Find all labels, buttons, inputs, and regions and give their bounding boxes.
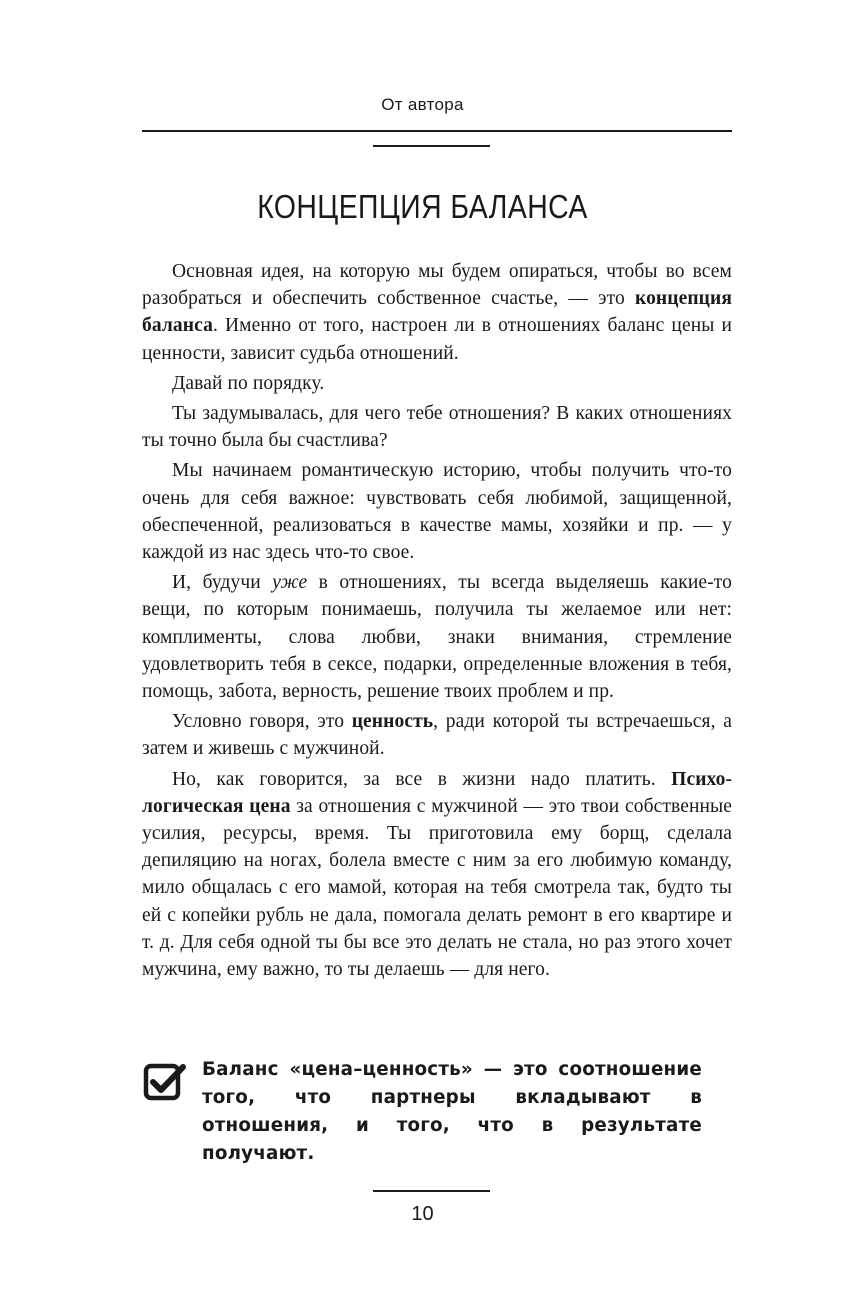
paragraph-6-part-a: Условно говоря, это — [172, 711, 352, 733]
paragraph-7 — [142, 766, 732, 984]
term-value: ценность — [351, 711, 434, 733]
body-text — [142, 258, 732, 983]
paragraph-5-part-a: И, будучи — [172, 572, 273, 594]
paragraph-6-part-b: , ради которой ты встречаешься, а затем и живешь с мужчиной. — [142, 711, 732, 760]
paragraph-4: Мы начинаем романтическую историю, чтобы получить что-то очень для себя важное: чувствовать себя любимой, защищенной, обеспеченной, реализоваться в качестве мамы, хозяйки и пр. — у каждой из нас здесь что-то свое. — [142, 460, 732, 564]
term-psychological-price: Психологическая цена — [142, 768, 732, 817]
paragraph-1-part-b: . Именно от того, настроен ли в отношениях баланс цены и ценности, зависит судьба отношений. — [142, 315, 732, 364]
paragraph-7-part-b: за отношения с мужчиной — это твои собственные усилия, ресурсы, время. Ты приготовила ему борщ, сделала депиляцию на ногах, болела вместе с ним за его любимую команду, мило общалась с его мамой, которая на тебя смотрела так, будто ты ей с копейки рубль не дала, помогала делать ремонт в его квартире и т. д. Для себя одной ты бы все это делать не стала, но раз этого хочет мужчина, ему важно, то ты делаешь — для него. — [142, 795, 732, 981]
paragraph-1 — [142, 258, 732, 367]
footer-rule — [373, 1190, 490, 1192]
paragraph-5 — [142, 569, 732, 705]
emphasis-already: уже — [272, 572, 308, 594]
paragraph-2: Давай по порядку. — [172, 372, 325, 394]
header-rule-long — [142, 130, 732, 132]
paragraph-5-part-b: в отношениях, ты всегда выделяешь какие-то вещи, по которым понимаешь, получила ты желаемое или нет: комплименты, слова любви, знаки внимания, стремление удовлетворить тебя в сексе, подарки, определенные вложения в тебя, помощь, забота, верность, решение твоих проблем и пр. — [142, 572, 732, 703]
paragraph-1-part-a: Основная идея, на которую мы будем опираться, чтобы во всем разобраться и обеспечить собственное счастье, — это — [142, 261, 732, 310]
paragraph-3: Ты задумывалась, для чего тебе отношения? В каких отношениях ты точно была бы счастлива? — [142, 403, 732, 452]
header-rule-short — [373, 145, 490, 147]
page-number: 10 — [411, 1203, 434, 1225]
paragraph-7-part-a: Но, как говорится, за все в жизни надо платить. — [172, 768, 672, 790]
key-point-callout — [142, 1056, 702, 1168]
term-balance-concept: концепция баланса — [142, 288, 732, 337]
chapter-title: КОНЦЕПЦИЯ БАЛАНСА — [257, 188, 588, 225]
callout-text: Баланс «цена–ценность» — это соотношение того, что партнеры вкладывают в отношения, и того, что в результате получают. — [202, 1059, 702, 1164]
checkbox-icon — [142, 1060, 186, 1104]
running-head: От автора — [381, 95, 464, 114]
paragraph-6 — [142, 708, 732, 762]
